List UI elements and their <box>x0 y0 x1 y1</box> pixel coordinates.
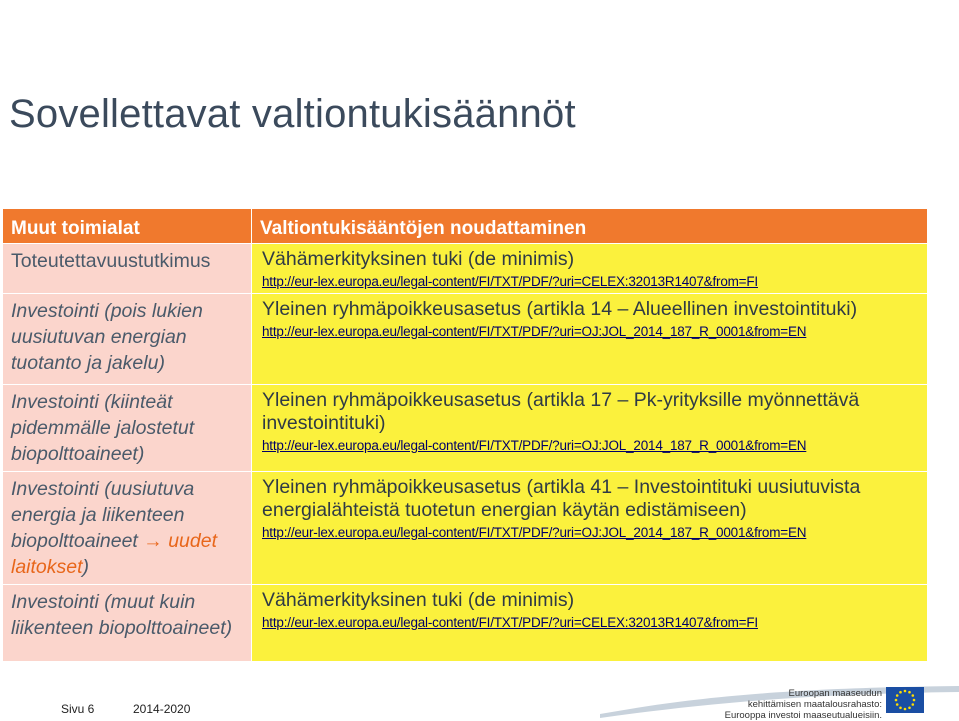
rule-text: Vähämerkityksinen tuki (de minimis) <box>262 248 575 270</box>
eu-fund-line2: kehittämisen maatalousrahasto: <box>747 699 882 710</box>
sector-label-part: Investointi (uusiutuva energia ja liikenteen biopolttoaineet <box>11 478 195 552</box>
table-row <box>3 244 927 293</box>
sector-cell <box>3 244 251 293</box>
rule-link[interactable]: http://eur-lex.europa.eu/legal-content/FI/TXT/PDF/?uri=OJ:JOL_2014_187_R_0001&from=EN <box>262 324 807 339</box>
table-row <box>3 294 927 384</box>
sector-label: Investointi (pois lukien uusiutuvan energian tuotanto ja jakelu) <box>11 300 203 374</box>
rule-text: Yleinen ryhmäpoikkeusasetus (artikla 41 – Investointituki uusiutuvista energialähteistä tuotetun energian käytän edistämiseen) <box>262 476 861 521</box>
rule-link[interactable]: http://eur-lex.europa.eu/legal-content/FI/TXT/PDF/?uri=CELEX:32013R1407&from=FI <box>262 274 758 289</box>
eu-flag-icon <box>886 687 924 713</box>
page-number: Sivu 6 <box>61 702 95 716</box>
rule-cell <box>252 244 927 293</box>
sector-label-highlight: uudet laitokset <box>11 530 217 578</box>
sector-label: Toteutettavuustutkimus <box>11 250 211 272</box>
rule-cell <box>252 585 927 661</box>
header-right <box>252 209 927 243</box>
rule-cell <box>252 385 927 471</box>
sector-cell <box>3 585 251 661</box>
rule-text: Yleinen ryhmäpoikkeusasetus (artikla 14 – Alueellinen investointituki) <box>262 298 858 320</box>
table-row <box>3 585 927 661</box>
eu-fund-line3: Eurooppa investoi maaseutualueisiin. <box>724 710 882 721</box>
rule-text: Yleinen ryhmäpoikkeusasetus (artikla 17 – Pk-yrityksille myönnettävä investointituki) <box>262 389 860 434</box>
program-period: 2014-2020 <box>133 702 191 716</box>
arrow-right-icon: → <box>143 530 163 552</box>
sector-label-end: ) <box>82 556 90 578</box>
rule-cell <box>252 472 927 584</box>
rule-cell <box>252 294 927 384</box>
rule-text: Vähämerkityksinen tuki (de minimis) <box>262 589 575 611</box>
sector-cell <box>3 472 251 584</box>
eu-fund-text <box>712 688 882 721</box>
header-right-label: Valtiontukisääntöjen noudattaminen <box>260 218 587 239</box>
sector-cell <box>3 294 251 384</box>
eu-fund-line1: Euroopan maaseudun <box>788 688 882 699</box>
table-row <box>3 472 927 584</box>
table-row <box>3 385 927 471</box>
table-header-row <box>3 209 927 243</box>
page-title: Sovellettavat valtiontukisäännöt <box>9 92 576 136</box>
sector-label: Investointi (muut kuin liikenteen biopolttoaineet) <box>11 591 233 639</box>
rule-link[interactable]: http://eur-lex.europa.eu/legal-content/FI/TXT/PDF/?uri=OJ:JOL_2014_187_R_0001&from=EN <box>262 438 807 453</box>
rule-link[interactable]: http://eur-lex.europa.eu/legal-content/FI/TXT/PDF/?uri=CELEX:32013R1407&from=FI <box>262 615 758 630</box>
rules-table <box>2 208 928 662</box>
sector-label: Investointi (kiinteät pidemmälle jalostetut biopolttoaineet) <box>11 391 195 465</box>
sector-label <box>3 472 251 584</box>
header-left-label: Muut toimialat <box>11 218 140 239</box>
header-left <box>3 209 251 243</box>
rule-link[interactable]: http://eur-lex.europa.eu/legal-content/FI/TXT/PDF/?uri=OJ:JOL_2014_187_R_0001&from=EN <box>262 525 807 540</box>
sector-cell <box>3 385 251 471</box>
